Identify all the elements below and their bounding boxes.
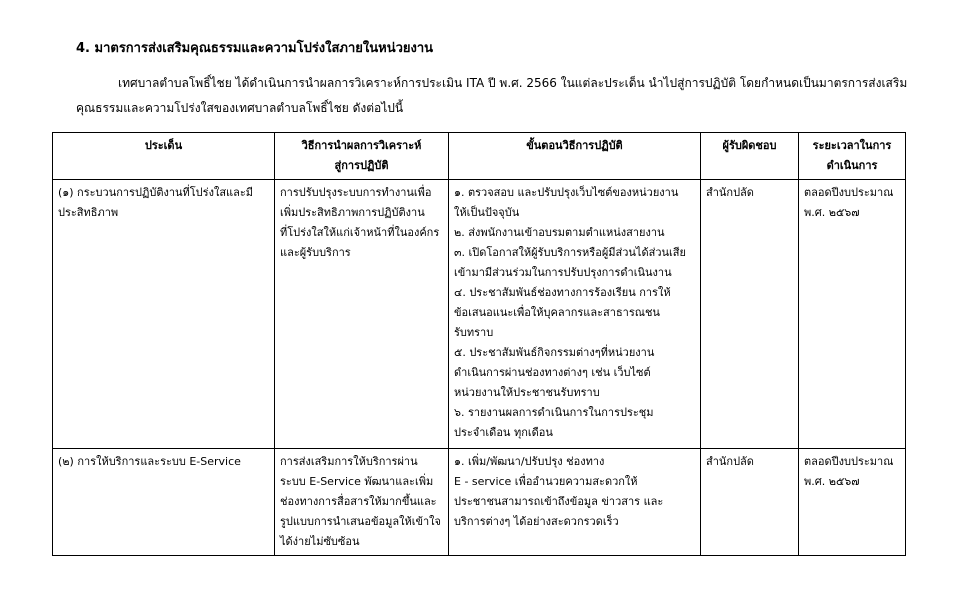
table-header-row — [53, 133, 906, 180]
header-method: วิธีการนำผลการวิเคราะห์ สู่การปฏิบัติ — [275, 133, 449, 180]
cell-owner: สำนักปลัด — [701, 449, 799, 556]
section-heading: 4. มาตรการส่งเสริมคุณธรรมและความโปร่งใสภายในหน่วยงาน — [76, 41, 434, 56]
cell-period: ตลอดปีงบประมาณ พ.ศ. ๒๕๖๗ — [799, 180, 906, 449]
measures-table — [52, 132, 906, 556]
cell-method: การปรับปรุงระบบการทำงานเพื่อ เพิ่มประสิทธิภาพการปฏิบัติงาน ที่โปร่งใสให้แก่เจ้าหน้าที่ในองค์กร และผู้รับบริการ — [275, 180, 449, 449]
table-row — [53, 449, 906, 556]
intro-paragraph — [76, 71, 906, 121]
cell-issue: (๑) กระบวนการปฏิบัติงานที่โปร่งใสและมี ประสิทธิภาพ — [53, 180, 275, 449]
intro-line-1: เทศบาลตำบลโพธิ์ไชย ได้ดำเนินการนำผลการวิเคราะห์การประเมิน ITA ปี พ.ศ. 2566 ในแต่ละประเด็น นำไปสู่การปฏิบัติ โดยกำหนดเป็นมาตรการส่งเสริม — [118, 76, 908, 90]
cell-owner: สำนักปลัด — [701, 180, 799, 449]
cell-period: ตลอดปีงบประมาณ พ.ศ. ๒๕๖๗ — [799, 449, 906, 556]
header-owner: ผู้รับผิดชอบ — [701, 133, 799, 180]
table-row — [53, 180, 906, 449]
header-steps: ขั้นตอนวิธีการปฏิบัติ — [449, 133, 701, 180]
cell-steps: ๑. เพิ่ม/พัฒนา/ปรับปรุง ช่องทาง E - service เพื่ออำนวยความสะดวกให้ ประชาชนสามารถเข้าถึงข้อมูล ข่าวสาร และ บริการต่างๆ ได้อย่างสะดวกรวดเร็ว — [449, 449, 701, 556]
intro-line-2: คุณธรรมและความโปร่งใสของเทศบาลตำบลโพธิ์ไชย ดังต่อไปนี้ — [76, 101, 404, 115]
header-period: ระยะเวลาในการ ดำเนินการ — [799, 133, 906, 180]
cell-issue: (๒) การให้บริการและระบบ E-Service — [53, 449, 275, 556]
cell-method: การส่งเสริมการให้บริการผ่าน ระบบ E-Service พัฒนาและเพิ่ม ช่องทางการสื่อสารให้มากขึ้นและ รูปแบบการนำเสนอข้อมูลให้เข้าใจ ได้ง่ายไม่ซับซ้อน — [275, 449, 449, 556]
cell-steps: ๑. ตรวจสอบ และปรับปรุงเว็บไซต์ของหน่วยงาน ให้เป็นปัจจุบัน ๒. ส่งพนักงานเข้าอบรมตามตำแหน่งสายงาน ๓. เปิดโอกาสให้ผู้รับบริการหรือผู้มีส่วนได้ส่วนเสีย เข้ามามีส่วนร่วมในการปรับปรุงการดำเนินงาน ๔. ประชาสัมพันธ์ช่องทางการร้องเรียน การให้ ข้อเสนอแนะเพื่อให้บุคลากรและสาธารณชน รับทราบ ๕. ประชาสัมพันธ์กิจกรรมต่างๆที่หน่วยงาน ดำเนินการผ่านช่องทางต่างๆ เช่น เว็บไซต์ หน่วยงานให้ประชาชนรับทราบ ๖. รายงานผลการดำเนินการในการประชุม ประจำเดือน ทุกเดือน — [449, 180, 701, 449]
header-issue: ประเด็น — [53, 133, 275, 180]
